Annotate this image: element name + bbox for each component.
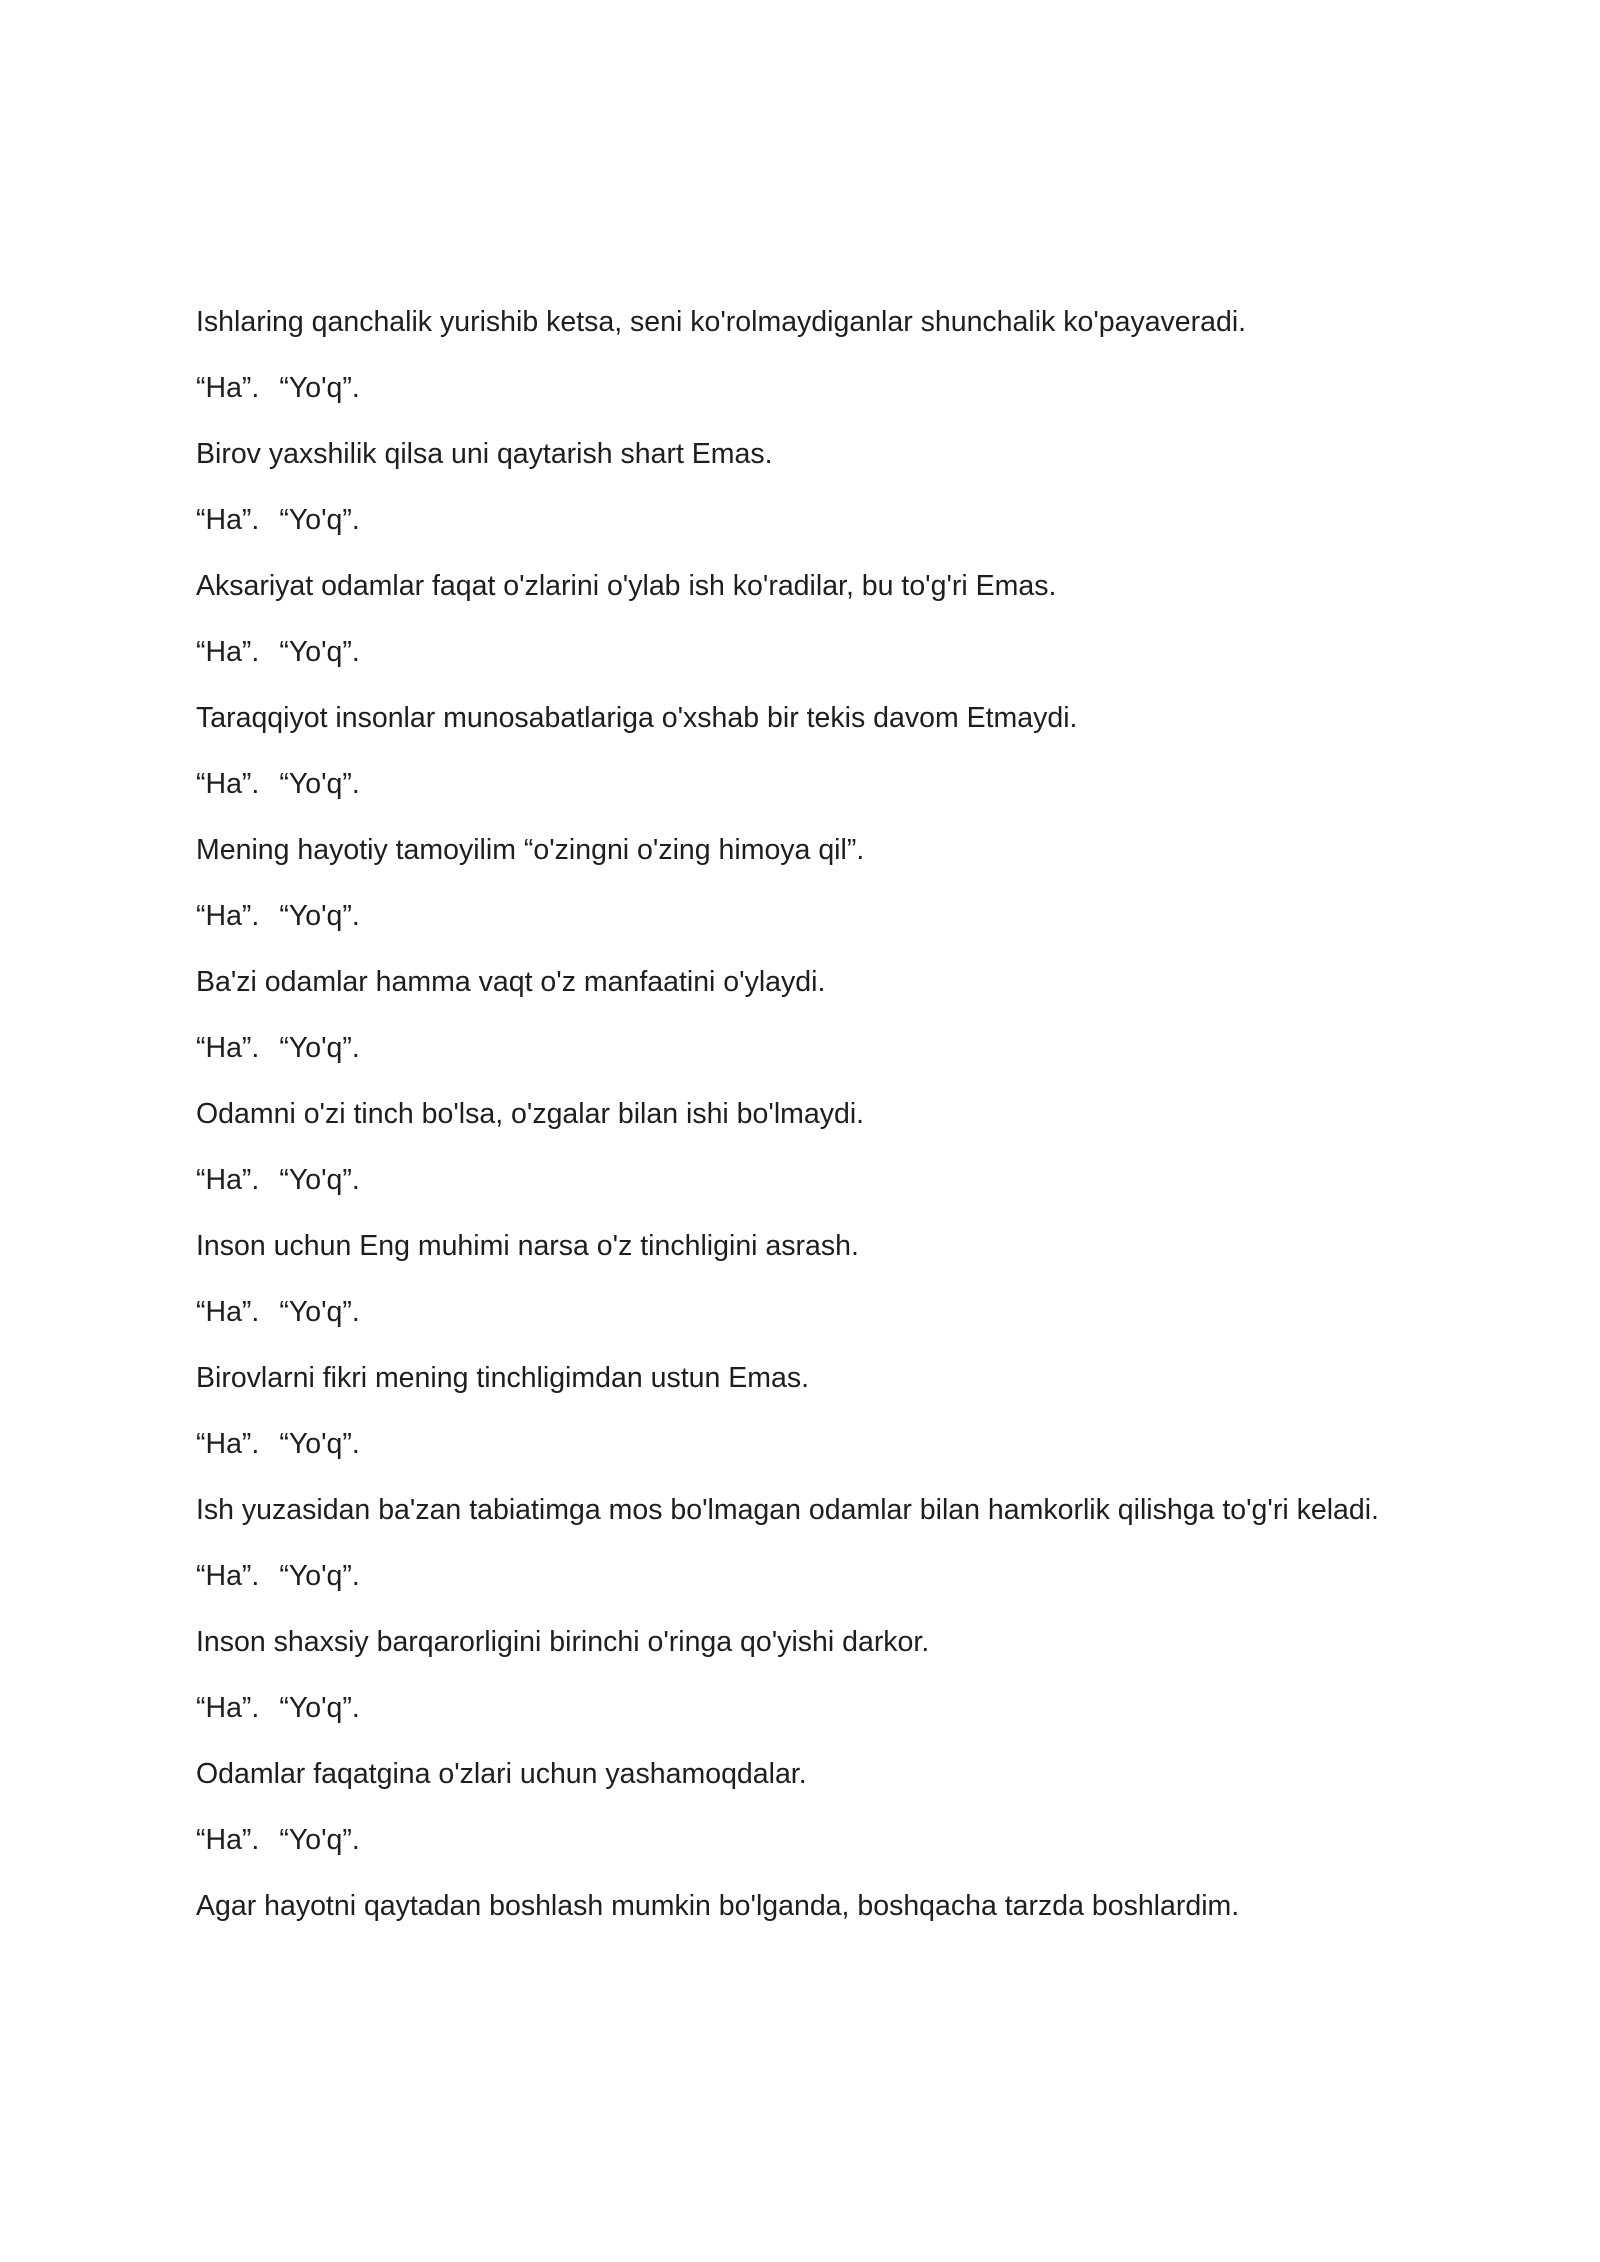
answer-no: “Yo'q”.: [279, 504, 360, 536]
answer-yes: “Ha”.: [196, 504, 260, 536]
answer-options: [196, 762, 1496, 828]
answer-yes: “Ha”.: [196, 636, 260, 668]
answer-no: “Yo'q”.: [279, 372, 360, 404]
question-text: Mening hayotiy tamoyilim “o'zingni o'zing himoya qil”.: [196, 834, 865, 866]
question-text: Odamni o'zi tinch bo'lsa, o'zgalar bilan ishi bo'lmaydi.: [196, 1098, 865, 1130]
answer-yes: “Ha”.: [196, 1296, 260, 1328]
question-text: Inson uchun Eng muhimi narsa o'z tinchligini asrash.: [196, 1230, 859, 1262]
answer-no: “Yo'q”.: [279, 1032, 360, 1064]
answer-yes: “Ha”.: [196, 372, 260, 404]
answer-no: “Yo'q”.: [279, 1824, 360, 1856]
answer-options: [196, 1686, 1496, 1752]
answer-no: “Yo'q”.: [279, 1560, 360, 1592]
answer-options: [196, 1554, 1496, 1620]
answer-yes: “Ha”.: [196, 1824, 260, 1856]
questionnaire: [196, 300, 1496, 1950]
answer-yes: “Ha”.: [196, 1164, 260, 1196]
answer-no: “Yo'q”.: [279, 1428, 360, 1460]
answer-yes: “Ha”.: [196, 1692, 260, 1724]
answer-no: “Yo'q”.: [279, 1692, 360, 1724]
answer-yes: “Ha”.: [196, 900, 260, 932]
answer-no: “Yo'q”.: [279, 1164, 360, 1196]
answer-yes: “Ha”.: [196, 1428, 260, 1460]
answer-no: “Yo'q”.: [279, 768, 360, 800]
answer-options: [196, 1290, 1496, 1356]
answer-options: [196, 1422, 1496, 1488]
answer-options: [196, 630, 1496, 696]
answer-options: [196, 1818, 1496, 1884]
question-text: Odamlar faqatgina o'zlari uchun yashamoqdalar.: [196, 1758, 807, 1790]
answer-no: “Yo'q”.: [279, 636, 360, 668]
answer-yes: “Ha”.: [196, 768, 260, 800]
answer-yes: “Ha”.: [196, 1032, 260, 1064]
answer-options: [196, 366, 1496, 432]
question-text: Taraqqiyot insonlar munosabatlariga o'xshab bir tekis davom Etmaydi.: [196, 702, 1078, 734]
question-text: Birovlarni fikri mening tinchligimdan ustun Emas.: [196, 1362, 810, 1394]
answer-yes: “Ha”.: [196, 1560, 260, 1592]
answer-options: [196, 894, 1496, 960]
question-text: Ish yuzasidan ba'zan tabiatimga mos bo'lmagan odamlar bilan hamkorlik qilishga to'g'ri keladi.: [196, 1494, 1379, 1526]
answer-no: “Yo'q”.: [279, 1296, 360, 1328]
answer-options: [196, 1026, 1496, 1092]
answer-options: [196, 498, 1496, 564]
question-text: Ishlaring qanchalik yurishib ketsa, seni ko'rolmaydiganlar shunchalik ko'payaveradi.: [196, 306, 1247, 338]
question-text: Aksariyat odamlar faqat o'zlarini o'ylab ish ko'radilar, bu to'g'ri Emas.: [196, 570, 1057, 602]
question-text: Birov yaxshilik qilsa uni qaytarish shart Emas.: [196, 438, 773, 470]
question-text: Inson shaxsiy barqarorligini birinchi o'ringa qo'yishi darkor.: [196, 1626, 930, 1658]
answer-options: [196, 1158, 1496, 1224]
question-text: Agar hayotni qaytadan boshlash mumkin bo'lganda, boshqacha tarzda boshlardim.: [196, 1890, 1240, 1922]
question-text: Ba'zi odamlar hamma vaqt o'z manfaatini o'ylaydi.: [196, 966, 826, 998]
answer-no: “Yo'q”.: [279, 900, 360, 932]
